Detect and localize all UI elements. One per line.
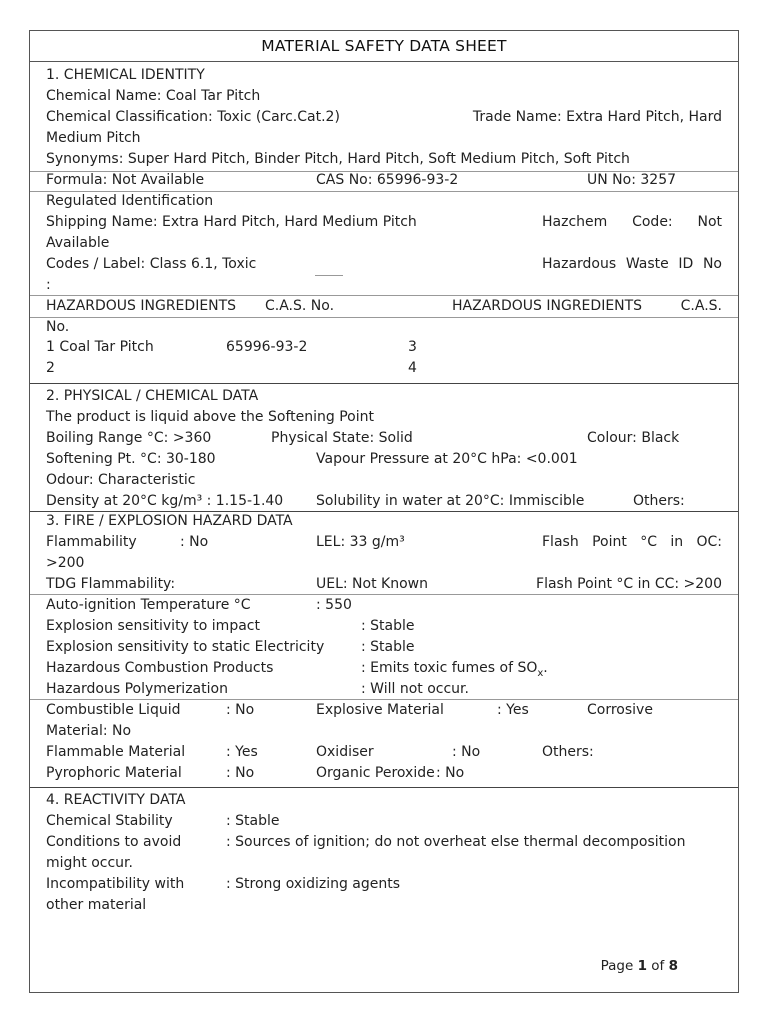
combustion-text: : Emits toxic fumes of SO (361, 660, 538, 676)
combustion-subscript: x (537, 667, 544, 679)
softening-point: Softening Pt. °C: 30-180 (46, 451, 216, 467)
conditions-label: Conditions to avoid (46, 834, 182, 850)
autoignition-value: : 550 (316, 597, 352, 613)
degree-word: °C (640, 534, 657, 550)
section-2-others: Others: (633, 493, 685, 509)
corrosive-label: Corrosive (587, 702, 653, 718)
section-3-heading: 3. FIRE / EXPLOSION HAZARD DATA (46, 513, 293, 529)
flammability-label: Flammability (46, 534, 137, 550)
chemical-name: Chemical Name: Coal Tar Pitch (46, 88, 261, 104)
odour: Odour: Characteristic (46, 472, 196, 488)
combustible-liquid-value: : No (226, 702, 255, 718)
codes-label: Codes / Label: Class 6.1, Toxic (46, 256, 257, 272)
waste-id-colon: : (46, 277, 51, 293)
page-word: Page (600, 958, 634, 974)
static-label: Explosion sensitivity to static Electricity (46, 639, 325, 655)
density: Density at 20°C kg/m³ : 1.15-1.40 (46, 493, 284, 509)
point-word: Point (592, 534, 627, 550)
waste-word-4: No (702, 256, 722, 272)
section-divider (30, 787, 738, 788)
polymerization-label: Hazardous Polymerization (46, 681, 228, 697)
ingredients-header-2: C.A.S. No. (265, 298, 335, 314)
oxidiser-label: Oxidiser (316, 744, 374, 760)
pyrophoric-label: Pyrophoric Material (46, 765, 182, 781)
ingredient-4: 4 (408, 360, 417, 376)
boiling-range: Boiling Range °C: >360 (46, 430, 212, 446)
uel: UEL: Not Known (316, 576, 428, 592)
tdg-flammability: TDG Flammability: (46, 576, 176, 592)
incompatibility-label: Incompatibility with (46, 876, 185, 892)
divider (30, 317, 738, 318)
incompatibility-value: : Strong oxidizing agents (226, 876, 401, 892)
chemical-stability-value: : Stable (226, 813, 280, 829)
lel: LEL: 33 g/m³ (316, 534, 405, 550)
un-number: UN No: 3257 (587, 172, 677, 188)
peroxide-label: Organic Peroxide (316, 765, 435, 781)
combustion-label: Hazardous Combustion Products (46, 660, 274, 676)
available: Available (46, 235, 110, 251)
ingredient-2: 2 (46, 360, 55, 376)
chemical-stability-label: Chemical Stability (46, 813, 173, 829)
flash-word: Flash (542, 534, 579, 550)
explosive-value: : Yes (497, 702, 529, 718)
hazchem-word: Hazchem (542, 214, 608, 230)
waste-word-1: Hazardous (542, 256, 617, 272)
ingredients-header-3: HAZARDOUS INGREDIENTS (452, 298, 643, 314)
of-word: of (651, 958, 665, 974)
regulated-identification: Regulated Identification (46, 193, 214, 209)
waste-word-2: Waste (625, 256, 669, 272)
page-current: 1 (637, 958, 647, 974)
section-divider (30, 383, 738, 384)
trade-name-cont: Medium Pitch (46, 130, 141, 146)
combustion-period: . (543, 660, 548, 676)
flash-point-cc: Flash Point °C in CC: >200 (536, 576, 722, 592)
flammability-value: : No (180, 534, 209, 550)
conditions-value: : Sources of ignition; do not overheat else thermal decomposition (226, 834, 686, 850)
trade-name: Trade Name: Extra Hard Pitch, Hard (472, 109, 722, 125)
cas-number: CAS No: 65996-93-2 (316, 172, 459, 188)
conditions-cont: might occur. (46, 855, 133, 871)
section-1-heading: 1. CHEMICAL IDENTITY (46, 67, 205, 83)
in-word: in (670, 534, 684, 550)
flash-point-oc-value: >200 (46, 555, 85, 571)
chemical-classification: Chemical Classification: Toxic (Carc.Cat.2) (46, 109, 340, 125)
colour: Colour: Black (587, 430, 680, 446)
waste-word-3: ID (678, 256, 694, 272)
ingredients-header-4: C.A.S. (680, 298, 722, 314)
shipping-name: Shipping Name: Extra Hard Pitch, Hard Medium Pitch (46, 214, 417, 230)
code-word: Code: (632, 214, 673, 230)
impact-label: Explosion sensitivity to impact (46, 618, 260, 634)
autoignition-label: Auto-ignition Temperature °C (46, 597, 251, 613)
ingredients-header-1: HAZARDOUS INGREDIENTS (46, 298, 237, 314)
flash-point-oc (542, 532, 722, 552)
vapour-pressure: Vapour Pressure at 20°C hPa: <0.001 (316, 451, 578, 467)
peroxide-value: : No (436, 765, 465, 781)
pyrophoric-value: : No (226, 765, 255, 781)
hazchem-code (542, 212, 722, 232)
not-word: Not (697, 214, 722, 230)
physical-state: Physical State: Solid (271, 430, 413, 446)
page-number (601, 958, 678, 974)
flammable-value: : Yes (226, 744, 258, 760)
oxidiser-value: : No (452, 744, 481, 760)
page-total: 8 (668, 958, 678, 974)
polymerization-value: : Will not occur. (361, 681, 469, 697)
hazardous-waste-id (542, 254, 722, 274)
divider (315, 275, 343, 276)
msds-sheet (29, 30, 739, 993)
static-value: : Stable (361, 639, 415, 655)
liquid-note: The product is liquid above the Softening Point (46, 409, 374, 425)
ingredients-header-no: No. (46, 319, 70, 335)
ingredient-3: 3 (408, 339, 417, 355)
formula: Formula: Not Available (46, 172, 205, 188)
explosive-label: Explosive Material (316, 702, 444, 718)
combustible-liquid-label: Combustible Liquid (46, 702, 181, 718)
synonyms: Synonyms: Super Hard Pitch, Binder Pitch, Hard Pitch, Soft Medium Pitch, Soft Pitch (46, 151, 630, 167)
section-3-others: Others: (542, 744, 594, 760)
oc-word: OC: (696, 534, 722, 550)
incompatibility-cont: other material (46, 897, 147, 913)
section-2-heading: 2. PHYSICAL / CHEMICAL DATA (46, 388, 259, 404)
impact-value: : Stable (361, 618, 415, 634)
document-title: MATERIAL SAFETY DATA SHEET (30, 31, 738, 62)
section-4-heading: 4. REACTIVITY DATA (46, 792, 186, 808)
flammable-label: Flammable Material (46, 744, 186, 760)
ingredient-1: 1 Coal Tar Pitch (46, 339, 154, 355)
ingredient-1-cas: 65996-93-2 (226, 339, 308, 355)
corrosive-cont: Material: No (46, 723, 132, 739)
solubility: Solubility in water at 20°C: Immiscible (316, 493, 585, 509)
